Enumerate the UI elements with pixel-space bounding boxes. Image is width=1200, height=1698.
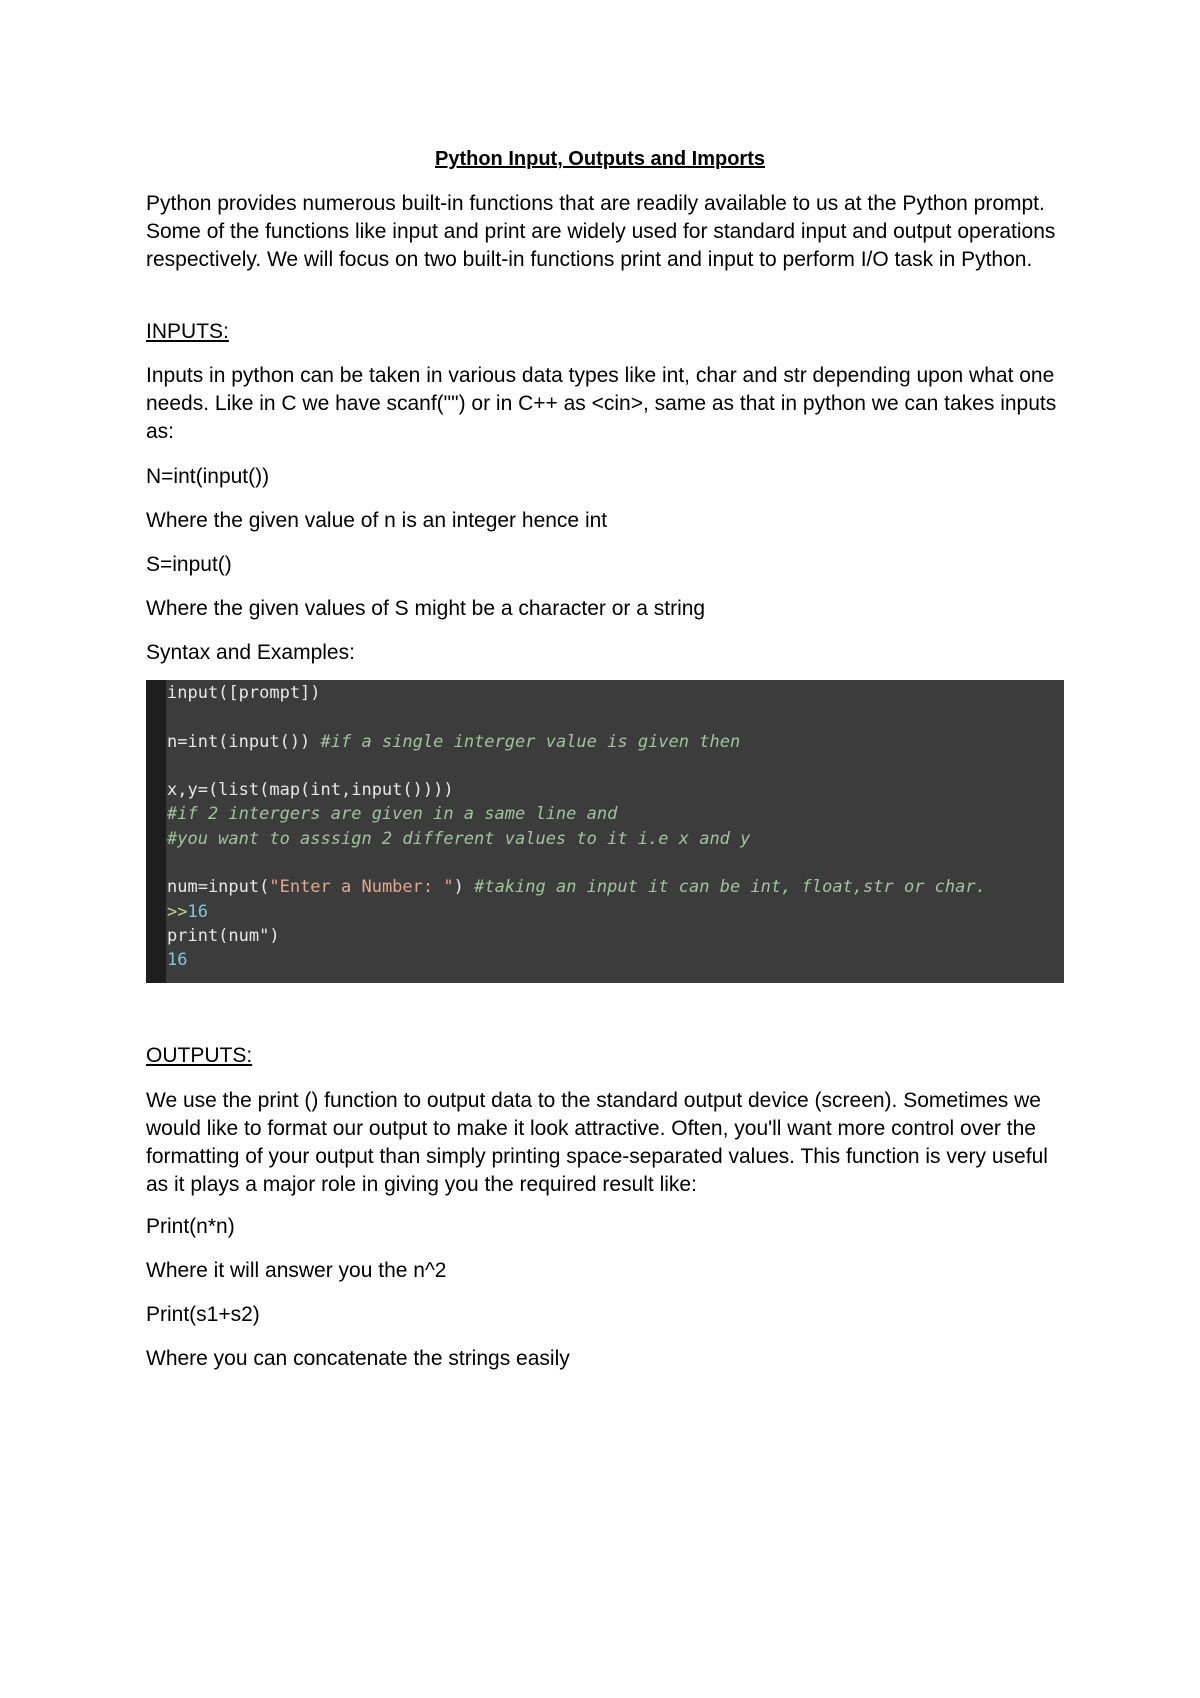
inputs-example-int-note: Where the given value of n is an integer hence int	[146, 509, 608, 532]
outputs-description: We use the print () function to output data to the standard output device (screen). Sometimes we would like to format our output to make it look attractive. Often, you'll want more control over the formatting of your output than simply printing space-separated values. This function is very useful as it plays a major role in giving you the required result like:	[146, 1089, 1048, 1196]
code-line: #you want to asssign 2 different values to it i.e x and y	[167, 828, 751, 849]
page-title: Python Input, Outputs and Imports	[435, 148, 765, 170]
code-line: print(num")	[167, 925, 280, 946]
inputs-heading: INPUTS:	[146, 320, 229, 343]
code-line-blank	[166, 754, 1064, 778]
code-line: x,y=(list(map(int,input())))	[167, 780, 454, 801]
inputs-description: Inputs in python can be taken in various data types like int, char and str depending upon what one needs. Like in C we have scanf("") or in C++ as <cin>, same as that in python we can takes inputs as:	[146, 364, 1057, 443]
outputs-heading: OUTPUTS:	[146, 1044, 253, 1067]
inputs-example-str: S=input()	[146, 553, 232, 576]
code-line: n=int(input()) #if a single interger value is given then	[167, 731, 741, 752]
code-line: >>16	[167, 901, 208, 922]
code-line-blank	[166, 851, 1064, 875]
outputs-example-concat-note: Where you can concatenate the strings easily	[146, 1347, 570, 1370]
code-line: input([prompt])	[167, 683, 321, 703]
inputs-example-str-note: Where the given values of S might be a character or a string	[146, 597, 706, 620]
code-line: 16	[167, 950, 188, 971]
inputs-example-int: N=int(input())	[146, 465, 270, 488]
code-line: #if 2 intergers are given in a same line and	[167, 804, 618, 825]
code-line: num=input("Enter a Number: ") #taking an input it can be int, float,str or char.	[167, 877, 986, 898]
outputs-example-multiply-note: Where it will answer you the n^2	[146, 1259, 447, 1282]
syntax-label: Syntax and Examples:	[146, 641, 355, 664]
code-block	[146, 680, 1064, 983]
intro-paragraph: Python provides numerous built-in functions that are readily available to us at the Python prompt. Some of the functions like input and print are widely used for standard input and output operations respectively. We will focus on two built-in functions print and input to perform I/O task in Python.	[146, 192, 1056, 271]
outputs-example-concat: Print(s1+s2)	[146, 1303, 260, 1326]
code-line-blank	[166, 705, 1064, 729]
outputs-example-multiply: Print(n*n)	[146, 1215, 235, 1238]
